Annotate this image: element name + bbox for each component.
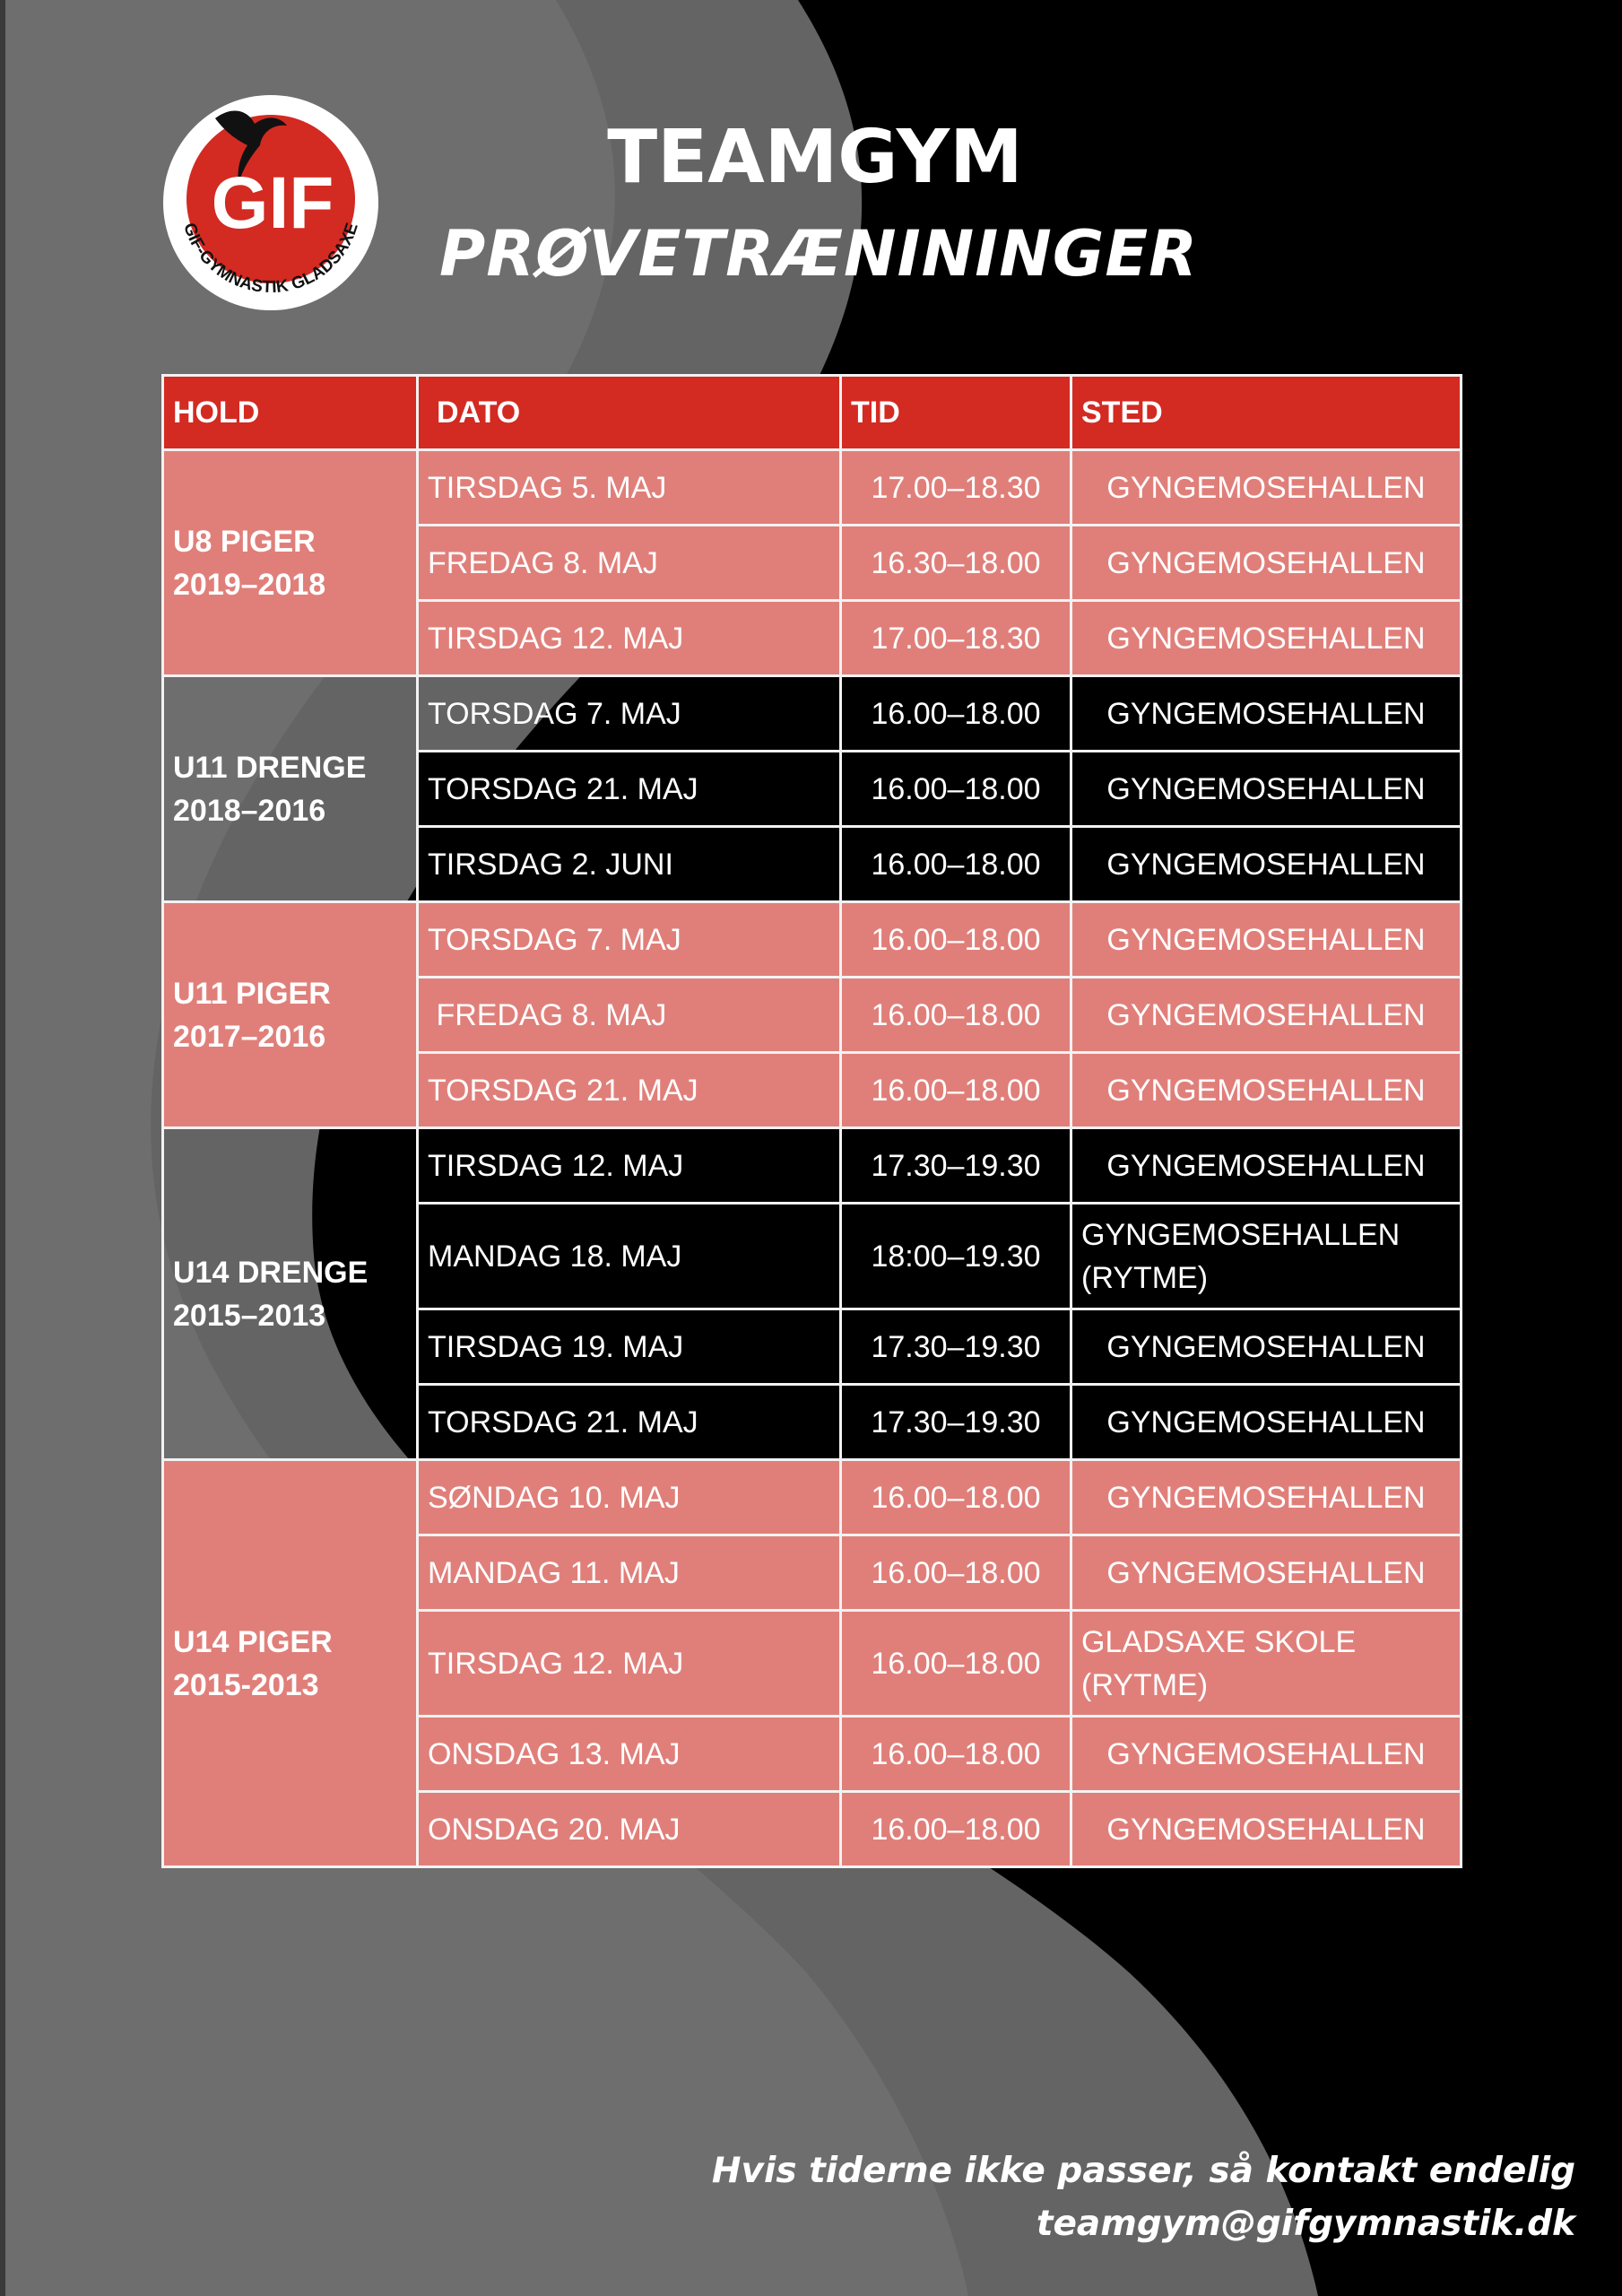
place-cell: GYNGEMOSEHALLEN xyxy=(1071,978,1462,1053)
table-row xyxy=(163,1460,1462,1535)
header-tid: TID xyxy=(841,376,1071,450)
date-cell: TIRSDAG 2. JUNI xyxy=(418,827,841,902)
place-cell: GYNGEMOSEHALLEN xyxy=(1071,752,1462,827)
place-cell: GYNGEMOSEHALLEN xyxy=(1071,1385,1462,1460)
gif-logo xyxy=(161,93,380,312)
place-cell: GYNGEMOSEHALLEN xyxy=(1071,450,1462,526)
time-cell: 16.00–18.00 xyxy=(841,978,1071,1053)
date-cell: TORSDAG 7. MAJ xyxy=(418,676,841,752)
time-cell: 16.00–18.00 xyxy=(841,1717,1071,1792)
place-cell: GYNGEMOSEHALLEN xyxy=(1071,601,1462,676)
table-row xyxy=(163,676,1462,752)
header-hold: HOLD xyxy=(163,376,418,450)
time-cell: 16.00–18.00 xyxy=(841,1460,1071,1535)
date-cell: TIRSDAG 5. MAJ xyxy=(418,450,841,526)
place-cell: GYNGEMOSEHALLEN xyxy=(1071,676,1462,752)
time-cell: 17.00–18.30 xyxy=(841,450,1071,526)
time-cell: 16.00–18.00 xyxy=(841,902,1071,978)
time-cell: 16.00–18.00 xyxy=(841,827,1071,902)
place-cell: GYNGEMOSEHALLEN xyxy=(1071,1128,1462,1204)
place-cell: GYNGEMOSEHALLEN xyxy=(1071,902,1462,978)
date-cell: TORSDAG 21. MAJ xyxy=(418,1053,841,1128)
table-row xyxy=(163,902,1462,978)
date-cell: TORSDAG 7. MAJ xyxy=(418,902,841,978)
logo-initials: GIF xyxy=(211,162,334,244)
page-subtitle: PRØVETRÆNININGER xyxy=(438,217,1199,291)
place-cell: GYNGEMOSEHALLEN xyxy=(1071,1535,1462,1611)
date-cell: TIRSDAG 12. MAJ xyxy=(418,1611,841,1717)
footer-email[interactable]: teamgym@gifgymnastik.dk xyxy=(1036,2204,1575,2244)
date-cell: TORSDAG 21. MAJ xyxy=(418,1385,841,1460)
place-cell: GYNGEMOSEHALLEN xyxy=(1071,1460,1462,1535)
time-cell: 16.00–18.00 xyxy=(841,676,1071,752)
time-cell: 16.00–18.00 xyxy=(841,752,1071,827)
date-cell: MANDAG 18. MAJ xyxy=(418,1204,841,1309)
date-cell: FREDAG 8. MAJ xyxy=(418,526,841,601)
place-cell: GYNGEMOSEHALLEN xyxy=(1071,1717,1462,1792)
table-row xyxy=(163,450,1462,526)
hold-cell: U14 DRENGE 2015–2013 xyxy=(163,1128,418,1460)
place-cell: GYNGEMOSEHALLEN xyxy=(1071,1309,1462,1385)
hold-cell: U14 PIGER 2015-2013 xyxy=(163,1460,418,1867)
footer-note: Hvis tiderne ikke passer, så kontakt endelig xyxy=(711,2151,1575,2191)
date-cell: MANDAG 11. MAJ xyxy=(418,1535,841,1611)
hold-cell: U11 DRENGE 2018–2016 xyxy=(163,676,418,902)
place-cell: GLADSAXE SKOLE (RYTME) xyxy=(1071,1611,1462,1717)
time-cell: 17.00–18.30 xyxy=(841,601,1071,676)
hold-cell: U8 PIGER 2019–2018 xyxy=(163,450,418,676)
date-cell: SØNDAG 10. MAJ xyxy=(418,1460,841,1535)
logo-ring-text: GIF-GYMNASTIK GLADSAXE xyxy=(179,220,362,298)
time-cell: 16.00–18.00 xyxy=(841,1792,1071,1867)
table-header-row xyxy=(163,376,1462,450)
header-dato: DATO xyxy=(418,376,841,450)
date-cell: ONSDAG 13. MAJ xyxy=(418,1717,841,1792)
date-cell: TORSDAG 21. MAJ xyxy=(418,752,841,827)
date-cell: TIRSDAG 19. MAJ xyxy=(418,1309,841,1385)
table-row xyxy=(163,1128,1462,1204)
date-cell: TIRSDAG 12. MAJ xyxy=(418,1128,841,1204)
date-cell: ONSDAG 20. MAJ xyxy=(418,1792,841,1867)
time-cell: 16.30–18.00 xyxy=(841,526,1071,601)
time-cell: 16.00–18.00 xyxy=(841,1535,1071,1611)
page-title: TEAMGYM xyxy=(607,115,1023,200)
time-cell: 17.30–19.30 xyxy=(841,1128,1071,1204)
time-cell: 16.00–18.00 xyxy=(841,1611,1071,1717)
place-cell: GYNGEMOSEHALLEN xyxy=(1071,1053,1462,1128)
place-cell: GYNGEMOSEHALLEN xyxy=(1071,827,1462,902)
time-cell: 16.00–18.00 xyxy=(841,1053,1071,1128)
date-cell: FREDAG 8. MAJ xyxy=(418,978,841,1053)
place-cell: GYNGEMOSEHALLEN xyxy=(1071,1792,1462,1867)
time-cell: 18:00–19.30 xyxy=(841,1204,1071,1309)
date-cell: TIRSDAG 12. MAJ xyxy=(418,601,841,676)
schedule-table xyxy=(161,374,1462,1868)
hold-cell: U11 PIGER 2017–2016 xyxy=(163,902,418,1128)
place-cell: GYNGEMOSEHALLEN xyxy=(1071,526,1462,601)
time-cell: 17.30–19.30 xyxy=(841,1309,1071,1385)
header-sted: STED xyxy=(1071,376,1462,450)
time-cell: 17.30–19.30 xyxy=(841,1385,1071,1460)
place-cell: GYNGEMOSEHALLEN (RYTME) xyxy=(1071,1204,1462,1309)
